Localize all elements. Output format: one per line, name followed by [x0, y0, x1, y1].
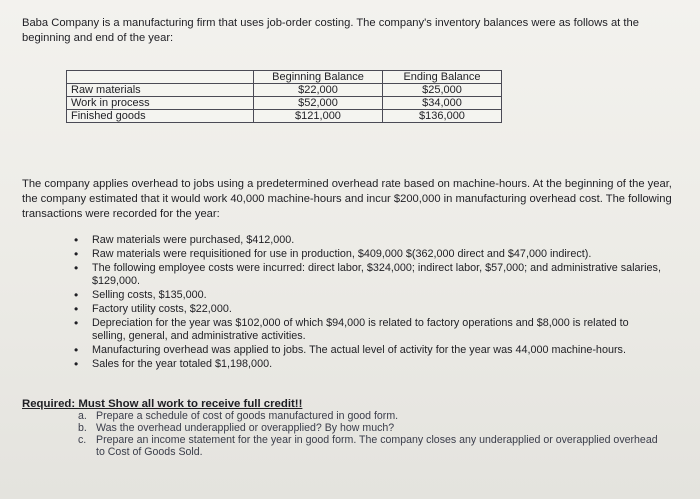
row-label: Finished goods [67, 110, 254, 123]
table-header-blank [67, 71, 254, 84]
list-item: • Factory utility costs, $22,000. [74, 303, 664, 316]
inventory-balances-table [66, 70, 502, 123]
list-item: • Manufacturing overhead was applied to jobs. The actual level of activity for the year was 44,000 machine-hours. [74, 344, 664, 357]
table-header-row [67, 71, 502, 84]
list-item: • Raw materials were requisitioned for use in production, $409,000 $(362,000 direct and $47,000 indirect). [74, 248, 664, 261]
list-item [78, 422, 668, 434]
table-row [67, 97, 502, 110]
requirement-letter: a. [78, 410, 87, 422]
row-begin-value: $52,000 [254, 97, 383, 110]
list-item: • The following employee costs were incurred: direct labor, $324,000; indirect labor, $57,000; and administrative salaries, $129,000. [74, 262, 664, 288]
overhead-paragraph: The company applies overhead to jobs using a predetermined overhead rate based on machine-hours. At the beginning of the year, the company estimated that it would work 40,000 machine-hours and incur $200,000 in manufacturing overhead cost. The following transactions were recorded for the year: [22, 178, 672, 220]
requirement-text: Prepare a schedule of cost of goods manufactured in good form. [96, 410, 399, 422]
requirement-letter: b. [78, 422, 87, 434]
requirement-letter: c. [78, 434, 87, 446]
row-label: Work in process [67, 97, 254, 110]
intro-paragraph: Baba Company is a manufacturing firm that uses job-order costing. The company's inventory balances were as follows at the beginning and end of the year: [22, 17, 639, 44]
header-ending-balance: Ending Balance [383, 71, 502, 84]
requirement-text: Was the overhead underapplied or overapplied? By how much? [96, 422, 395, 434]
table-row [67, 110, 502, 123]
row-end-value: $25,000 [383, 84, 502, 97]
row-begin-value: $121,000 [254, 110, 383, 123]
row-begin-value: $22,000 [254, 84, 383, 97]
required-heading: Required: Must Show all work to receive full credit!! [22, 398, 303, 410]
header-beginning-balance: Beginning Balance [254, 71, 383, 84]
transactions-list [74, 234, 664, 372]
list-item: • Sales for the year totaled $1,198,000. [74, 358, 664, 371]
list-item: • Selling costs, $135,000. [74, 289, 664, 302]
requirement-text: Prepare an income statement for the year in good form. The company closes any underapplied or overapplied overhead to Cost of Goods Sold. [96, 434, 658, 458]
list-item [78, 410, 668, 422]
list-item: • Depreciation for the year was $102,000 of which $94,000 is related to factory operations and $8,000 is related to selling, general, and administrative activities. [74, 317, 664, 343]
table-row [67, 84, 502, 97]
list-item [78, 434, 668, 458]
row-end-value: $34,000 [383, 97, 502, 110]
list-item: • Raw materials were purchased, $412,000. [74, 234, 664, 247]
row-end-value: $136,000 [383, 110, 502, 123]
row-label: Raw materials [67, 84, 254, 97]
requirements-list [78, 410, 668, 458]
